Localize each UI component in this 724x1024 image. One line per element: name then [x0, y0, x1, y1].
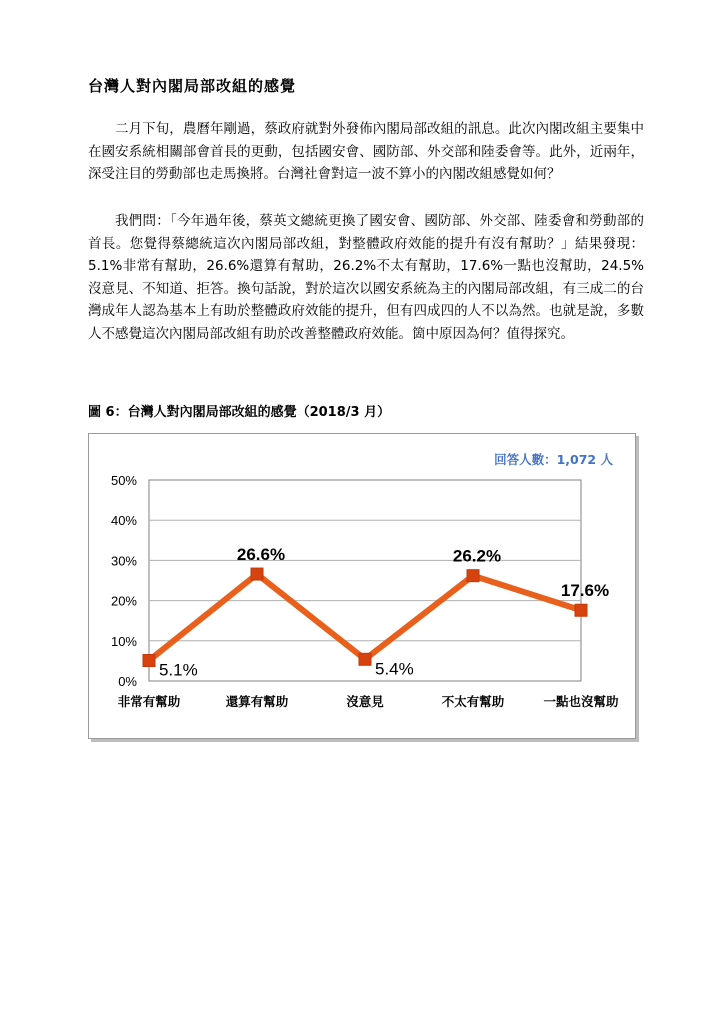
y-tick-label: 30%: [110, 553, 137, 569]
data-label: 26.2%: [452, 546, 502, 566]
paragraph-results: 我們問：「今年過年後，蔡英文總統更換了國安會、國防部、外交部、陸委會和勞動部的首長。您覺得蔡總統這次內閣局部改組，對整體政府效能的提升有沒有幫助？」結果發現：5.1%非常有幫助，26.6%還算有幫助，26.2%不太有幫助，17.6%一點也沒幫助，24.5%沒意見、不知道、拒答。換句話說，對於這次以國安系統為主的內閣局部改組，有三成二的台灣成年人認為基本上有助於整體政府效能的提升，但有四成四的人不以為然。也就是說，多數人不感覺這次內閣局部改組有助於改善整體政府效能。箇中原因為何？值得探究。: [88, 213, 644, 342]
respondents-count-label: 回答人數：1,072 人: [494, 452, 613, 467]
y-tick-label: 10%: [110, 633, 137, 649]
article-title: 台灣人對內閣局部改組的感覺: [88, 77, 297, 95]
data-point: [467, 570, 479, 582]
data-point: [359, 653, 371, 665]
y-tick-label: 0%: [118, 674, 137, 689]
x-tick-label: 還算有幫助: [225, 694, 289, 709]
figure-caption: 圖 6：台灣人對內閣局部改組的感覺（2018/3 月）: [88, 405, 391, 420]
y-tick-label: 50%: [110, 473, 137, 488]
data-label: 5.4%: [375, 659, 414, 679]
line-chart: [89, 434, 635, 738]
x-tick-label: 一點也沒幫助: [543, 694, 619, 709]
data-label: 17.6%: [560, 581, 610, 601]
paragraph-intro: 二月下旬，農曆年剛過，蔡政府就對外發佈內閣局部改組的訊息。此次內閣改組主要集中在國安系統相關部會首長的更動，包括國安會、國防部、外交部和陸委會等。此外，近兩年，深受注目的勞動部也走馬換將。台灣社會對這一波不算小的內閣改組感覺如何？: [88, 121, 644, 182]
y-tick-label: 40%: [110, 513, 137, 529]
data-point: [575, 604, 587, 616]
data-point: [251, 568, 263, 580]
x-tick-label: 不太有幫助: [441, 694, 505, 709]
data-label: 5.1%: [159, 660, 198, 680]
chart-frame: [88, 433, 636, 739]
x-tick-label: 沒意見: [346, 694, 384, 709]
plot-area: [149, 480, 581, 681]
y-tick-label: 20%: [110, 593, 137, 609]
data-label: 26.6%: [236, 545, 286, 565]
x-tick-label: 非常有幫助: [117, 694, 181, 709]
data-point: [143, 654, 155, 666]
